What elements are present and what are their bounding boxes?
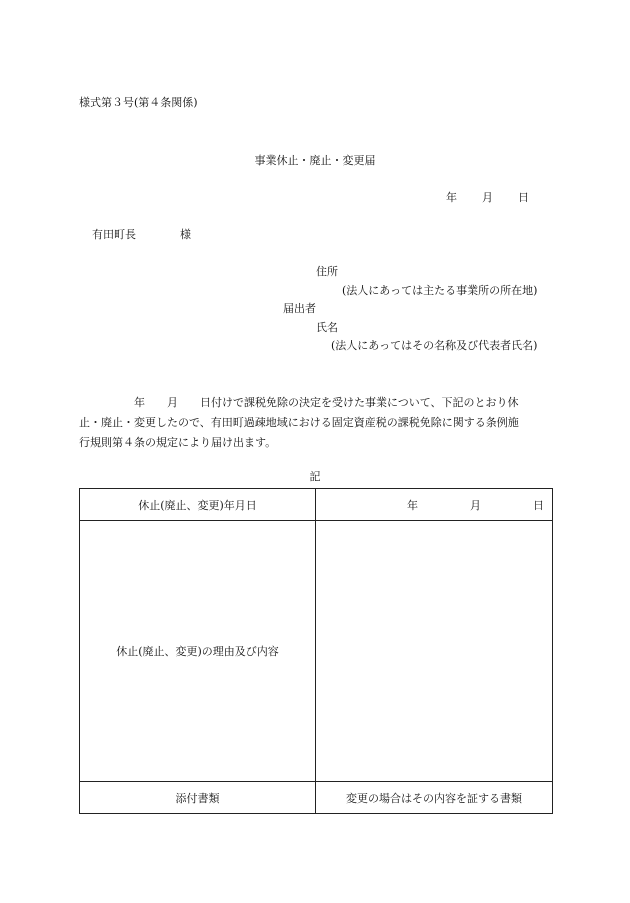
date-label-cell: 休止(廃止、変更)年月日 [80,489,316,521]
form-number: 様式第３号(第４条関係) [79,96,198,109]
table-row-attachments [80,782,553,814]
date-value-cell[interactable] [316,489,553,521]
table-date-year: 年 [407,498,418,512]
body-text [79,393,553,453]
date-year-label: 年 [446,191,457,204]
submission-date [446,191,529,205]
date-month-label: 月 [482,191,493,204]
body-line: 年 月 日付けで課税免除の決定を受けた事業について、下記のとおり休 [79,396,519,409]
detail-table [79,488,553,814]
attachments-label-cell: 添付書類 [80,782,316,814]
addressee [92,228,191,242]
addressee-name: 有田町長 [92,228,136,241]
name-label: 氏名 [316,321,338,334]
attachments-value-cell: 変更の場合はその内容を証する書類 [316,782,553,814]
document-title: 事業休止・廃止・変更届 [254,154,376,167]
table-date-day: 日 [533,498,544,512]
name-note: (法人にあってはその名称及び代表者氏名) [331,339,538,352]
ki-heading: 記 [309,470,321,483]
notifier-label: 届出者 [283,302,316,315]
date-day-label: 日 [518,191,529,204]
body-line: 止・廃止・変更したので、有田町過疎地域における固定資産税の課税免除に関する条例施 [79,416,519,429]
address-label: 住所 [316,265,338,278]
reason-label-cell: 休止(廃止、変更)の理由及び内容 [80,521,316,782]
reason-value-cell[interactable] [316,521,553,782]
body-line: 行規則第４条の規定により届け出ます。 [79,436,277,449]
table-date-month: 月 [470,498,481,512]
addressee-honorific: 様 [180,228,191,241]
address-note: (法人にあっては主たる事業所の所在地) [342,284,538,297]
table-row-reason [80,521,553,782]
table-row-date [80,489,553,521]
